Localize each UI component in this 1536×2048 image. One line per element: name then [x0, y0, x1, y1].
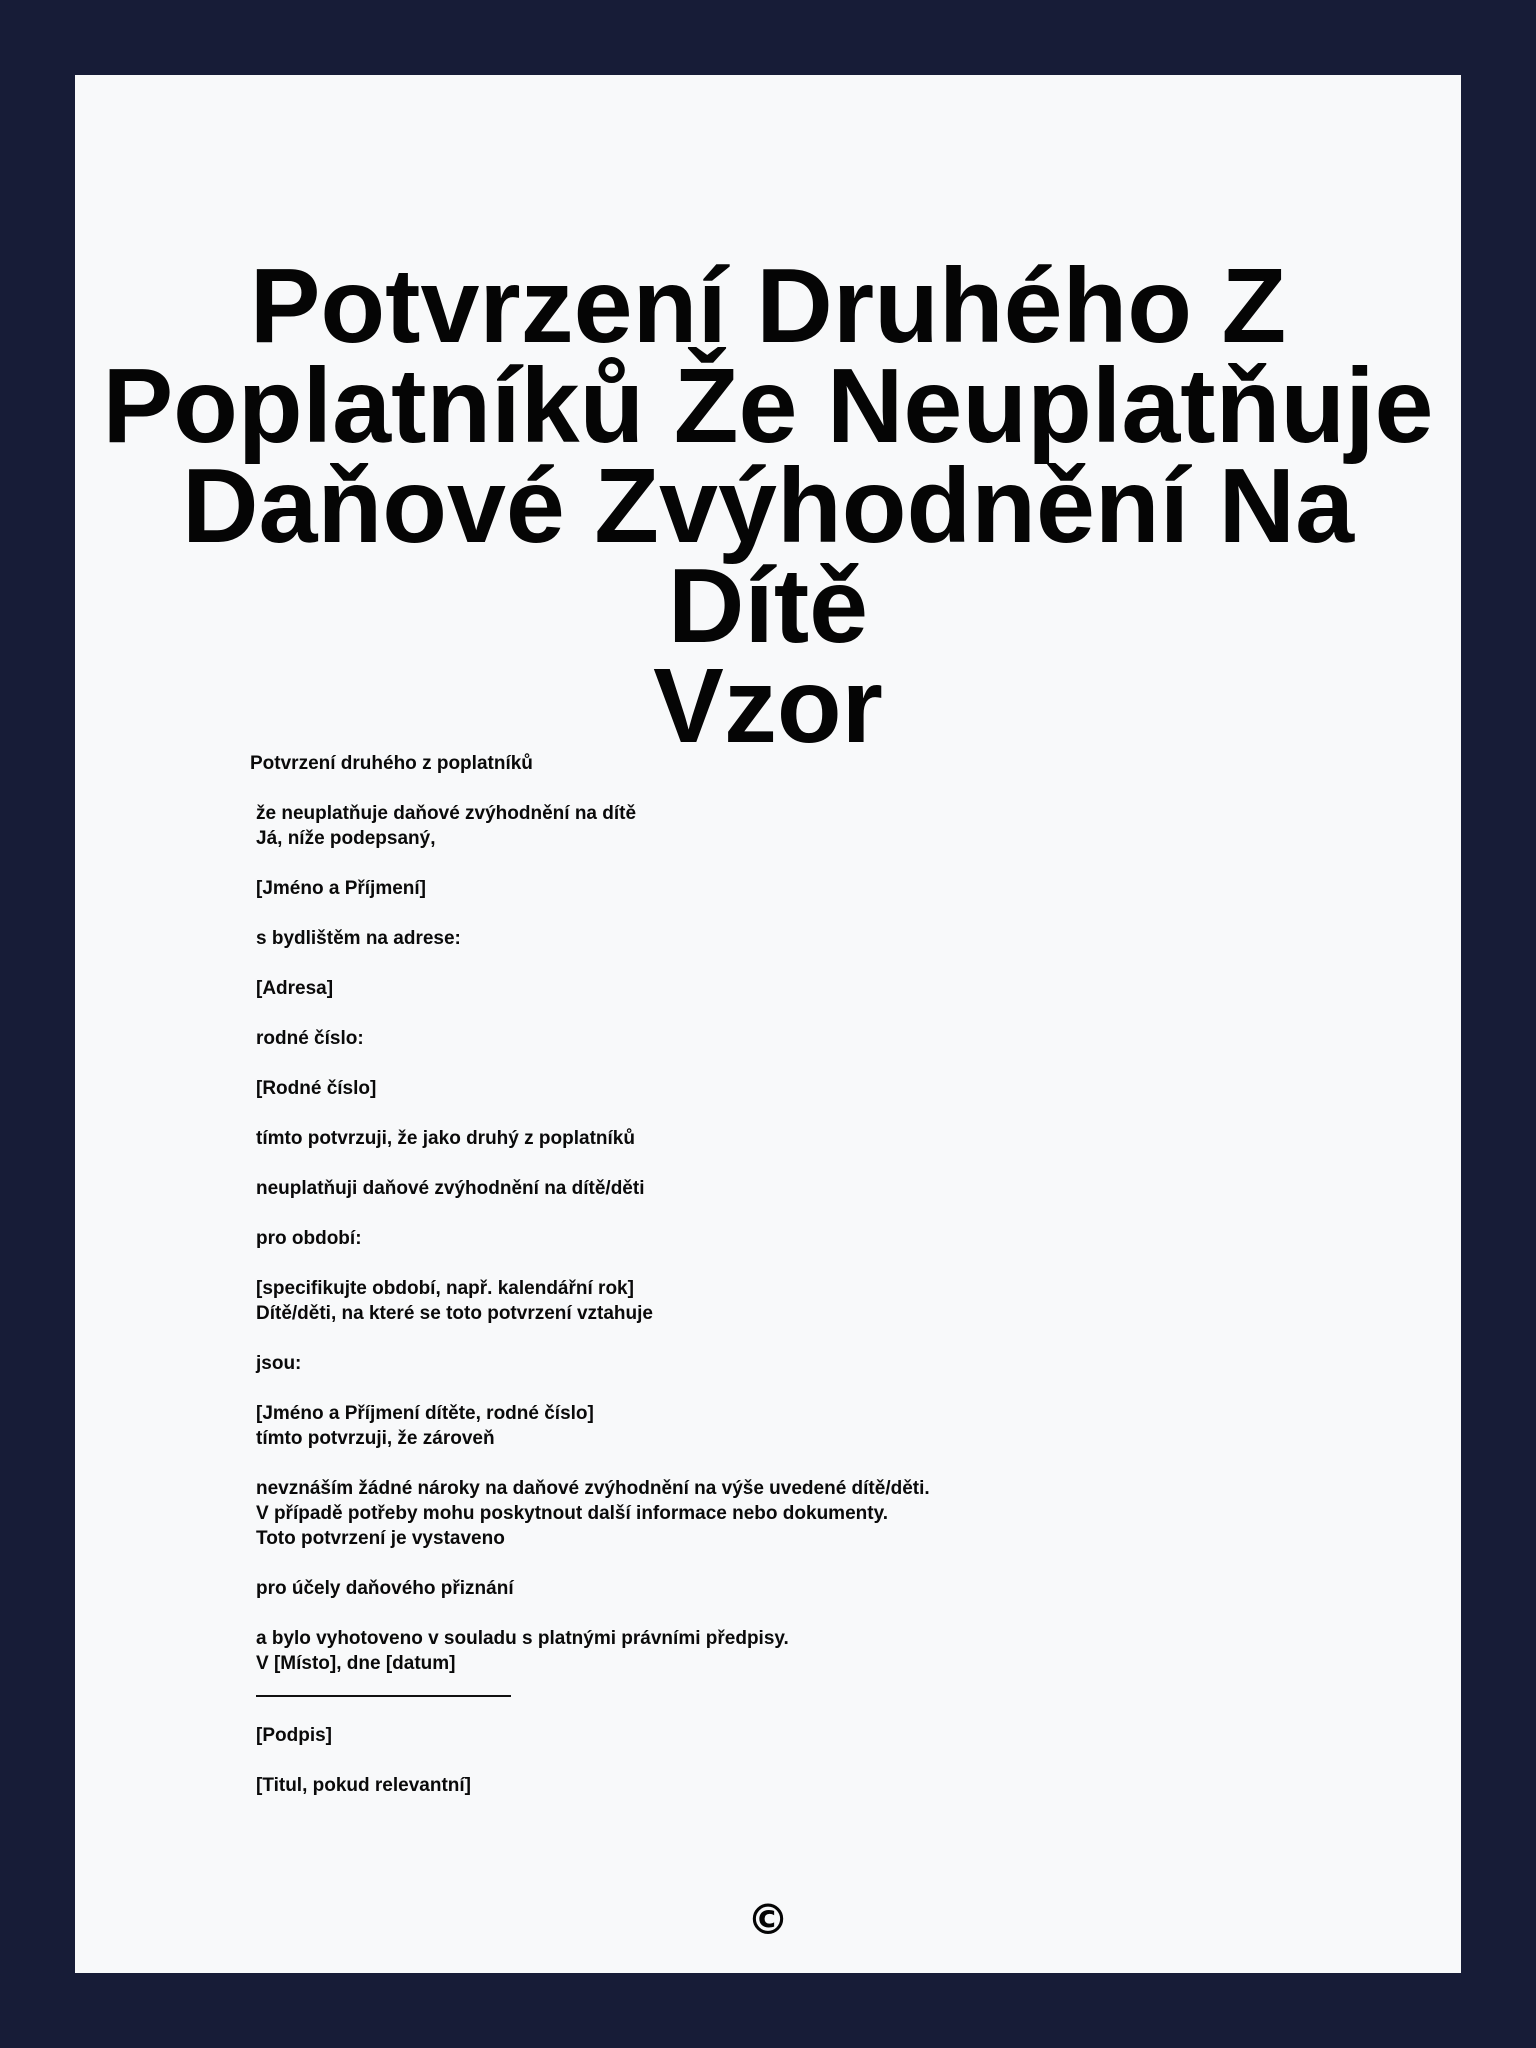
title-placeholder: [Titul, pokud relevantní] — [256, 1775, 471, 1796]
body-line: Já, níže podepsaný, — [256, 828, 436, 849]
body-line: Toto potvrzení je vystaveno — [256, 1528, 505, 1549]
title-line: Vzor — [653, 647, 883, 765]
body-line: že neuplatňuje daňové zvýhodnění na dítě — [256, 803, 637, 824]
title-line: Poplatníků Že Neuplatňuje — [102, 347, 1434, 465]
body-line: s bydlištěm na adrese: — [256, 928, 461, 949]
signature-line — [256, 1695, 511, 1697]
document-title — [75, 247, 1461, 765]
body-line: jsou: — [256, 1353, 302, 1374]
body-line: neuplatňuji daňové zvýhodnění na dítě/děti — [256, 1178, 645, 1199]
period-placeholder: [specifikujte období, např. kalendářní rok] — [256, 1278, 634, 1299]
body-line: tímto potvrzuji, že jako druhý z poplatníků — [256, 1128, 635, 1149]
signature-placeholder: [Podpis] — [256, 1725, 332, 1746]
body-line: tímto potvrzuji, že zároveň — [256, 1428, 495, 1449]
body-line: rodné číslo: — [256, 1028, 364, 1049]
body-line: pro účely daňového přiznání — [256, 1578, 514, 1599]
document-page — [75, 75, 1461, 1973]
name-placeholder: [Jméno a Příjmení] — [256, 878, 426, 899]
document-body — [250, 751, 1250, 1676]
body-heading: Potvrzení druhého z poplatníků — [250, 753, 533, 774]
title-line: Potvrzení Druhého Z — [249, 247, 1287, 365]
body-line: pro období: — [256, 1228, 362, 1249]
birth-number-placeholder: [Rodné číslo] — [256, 1078, 377, 1099]
body-line: a bylo vyhotoveno v souladu s platnými právními předpisy. — [256, 1628, 789, 1649]
place-date-placeholder: V [Místo], dne [datum] — [256, 1653, 456, 1674]
address-placeholder: [Adresa] — [256, 978, 334, 999]
body-line: V případě potřeby mohu poskytnout další informace nebo dokumenty. — [256, 1503, 889, 1524]
title-line: Daňové Zvýhodnění Na Dítě — [181, 447, 1355, 665]
copyright-icon: © — [747, 1895, 789, 1944]
signature-block — [256, 1723, 471, 1798]
child-placeholder: [Jméno a Příjmení dítěte, rodné číslo] — [256, 1403, 594, 1424]
body-line: nevznáším žádné nároky na daňové zvýhodnění na výše uvedené dítě/děti. — [256, 1478, 930, 1499]
body-line: Dítě/děti, na které se toto potvrzení vztahuje — [256, 1303, 653, 1324]
